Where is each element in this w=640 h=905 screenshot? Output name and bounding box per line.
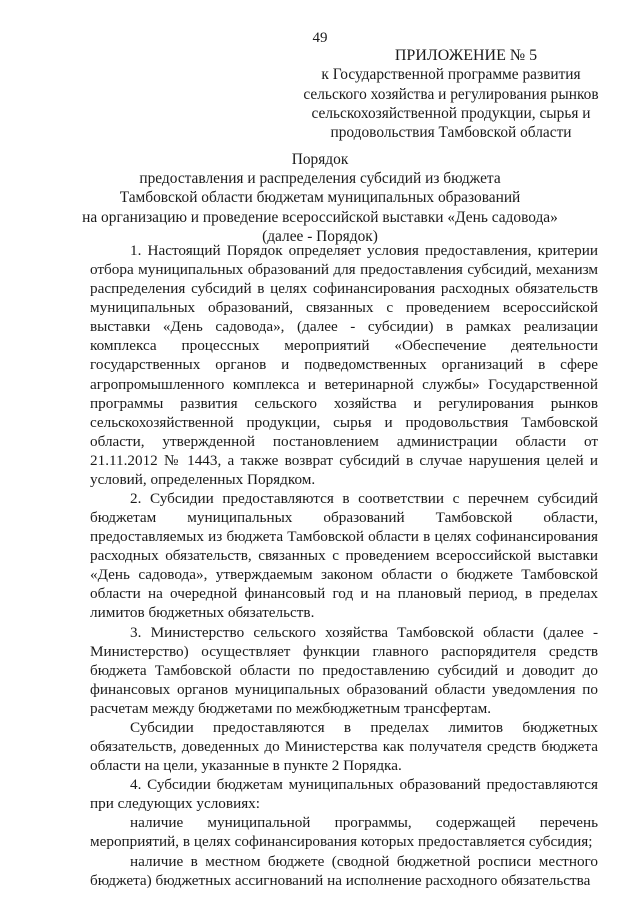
title-line: (далее - Порядок) bbox=[262, 227, 378, 245]
appendix-header bbox=[296, 46, 606, 142]
paragraph-1: 1. Настоящий Порядок определяет условия предоставления, критерии отбора муниципальных образований для предоставления субсидий, механизм распределения субсидий в целях софинансирования расходных обязательств муниципальных образований, связанных с проведением всероссийской выставки «День садовода», (далее - субсидии) в рамках реализации комплекса процессных мероприятий «Обеспечение деятельности государственных органов и подведомственных организаций в сфере агропромышленного комплекса и ветеринарной службы» Государственной программы развития сельского хозяйства и регулирования рынков сельскохозяйственной продукции, сырья и продовольствия Тамбовской области, утвержденной постановлением администрации области от 21.11.2012 № 1443, а также возврат субсидий в случае нарушения целей и условий, определенных Порядком. bbox=[90, 242, 598, 488]
condition-item: наличие муниципальной программы, содержащей перечень мероприятий, в целях софинансирования которых предоставляется субсидия; bbox=[90, 814, 598, 851]
paragraph-3: 3. Министерство сельского хозяйства Тамбовской области (далее - Министерство) осуществляет функции главного распорядителя средств бюджета Тамбовской области по предоставлению субсидий и доводит до финансовых органов муниципальных образований области уведомления по расчетам между бюджетами по межбюджетным трансфертам. bbox=[90, 623, 598, 717]
appendix-line: сельского хозяйства и регулирования рынков bbox=[303, 85, 599, 103]
paragraph-2: 2. Субсидии предоставляются в соответствии с перечнем субсидий бюджетам муниципальных образований Тамбовской области, предоставляемых из бюджета Тамбовской области в целях софинансирования расходных обязательств, связанных с проведением всероссийской выставки «День садовода», утверждаемым законом области о бюджете Тамбовской области на очередной финансовый год и на плановый период, в пределах лимитов бюджетных обязательств. bbox=[90, 490, 598, 622]
title-line: Порядок bbox=[291, 151, 349, 168]
appendix-line: продовольствия Тамбовской области bbox=[330, 124, 572, 142]
condition-item: наличие в местном бюджете (сводной бюджетной росписи местного бюджета) бюджетных ассигнований на исполнение расходного обязательства bbox=[90, 852, 598, 889]
title-line: Тамбовской области бюджетам муниципальных образований bbox=[119, 189, 521, 207]
appendix-heading: ПРИЛОЖЕНИЕ № 5 bbox=[394, 47, 538, 64]
paragraph-4: 4. Субсидии бюджетам муниципальных образований предоставляются при следующих условиях: bbox=[90, 776, 598, 813]
title-line: предоставления и распределения субсидий из бюджета bbox=[139, 170, 501, 188]
document-title bbox=[60, 150, 580, 246]
paragraph-3-continued: Субсидии предоставляются в пределах лимитов бюджетных обязательств, доведенных до Министерства как получателя средств бюджета области на цели, указанные в пункте 2 Порядка. bbox=[90, 718, 598, 775]
title-line: на организацию и проведение всероссийской выставки «День садовода» bbox=[82, 208, 558, 226]
appendix-line: к Государственной программе развития bbox=[321, 66, 581, 84]
appendix-line: сельскохозяйственной продукции, сырья и bbox=[311, 104, 591, 122]
document-body bbox=[90, 241, 598, 890]
page-number: 49 bbox=[312, 30, 328, 46]
